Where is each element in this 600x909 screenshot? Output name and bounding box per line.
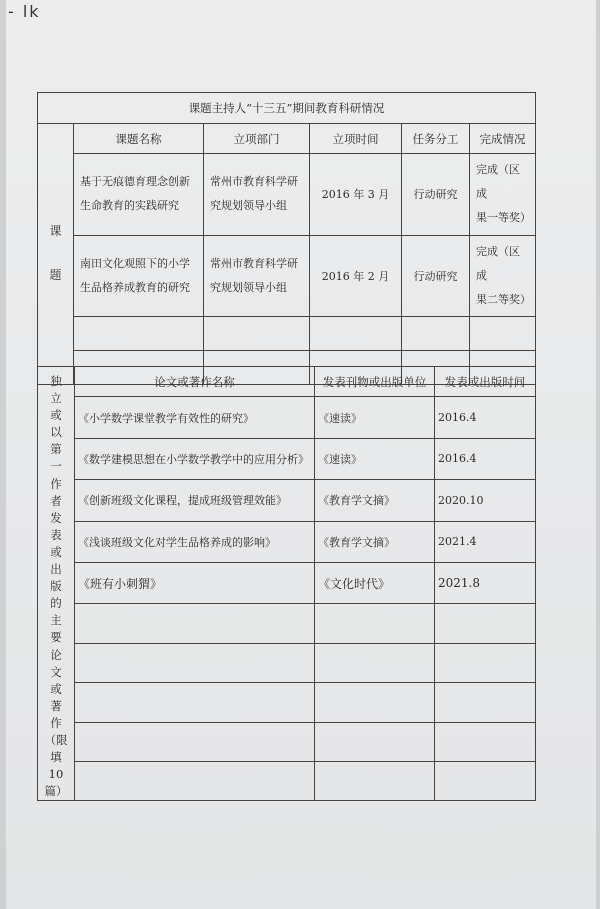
project-time: 2016 年 2 月 [310, 235, 402, 317]
table-row [38, 480, 536, 521]
paper-publisher: 《速读》 [315, 438, 435, 479]
table-row [38, 154, 536, 236]
project-role: 行动研究 [402, 235, 470, 317]
papers-side-label: 独 立 或 以 第 一 作 者 发 表 或 出 版 的 主 要 论 文 或 著 作 （限 填 10 篇） [38, 367, 75, 801]
paper-title: 《浅谈班级文化对学生品格养成的影响》 [75, 521, 315, 562]
project-status: 完成（区成 果一等奖） [470, 154, 536, 236]
papers-table [37, 366, 536, 801]
project-role: 行动研究 [402, 154, 470, 236]
header-date: 发表或出版时间 [435, 367, 536, 397]
project-dept: 常州市教育科学研 究规划领导小组 [204, 154, 310, 236]
paper-date: 2021.4 [435, 521, 536, 562]
projects-side-label: 课 题 [38, 124, 74, 385]
section-title: 课题主持人“十三五”期间教育科研情况 [38, 93, 536, 124]
paper-date: 2020.10 [435, 480, 536, 521]
table-row-empty [38, 604, 536, 643]
paper-date: 2021.8 [435, 562, 536, 603]
project-name: 基于无痕德育理念创新 生命教育的实践研究 [74, 154, 204, 236]
paper-publisher: 《教育学文摘》 [315, 480, 435, 521]
paper-title: 《创新班级文化课程，提成班级管理效能》 [75, 480, 315, 521]
header-publisher: 发表刊物或出版单位 [315, 367, 435, 397]
header-dept: 立项部门 [204, 124, 310, 154]
paper-title: 《小学数学课堂教学有效性的研究》 [75, 397, 315, 438]
paper-publisher: 《教育学文摘》 [315, 521, 435, 562]
table-row-empty [38, 683, 536, 722]
header-paper-title: 论文或著作名称 [75, 367, 315, 397]
table-row [38, 562, 536, 603]
table-row [38, 521, 536, 562]
header-time: 立项时间 [310, 124, 402, 154]
project-status: 完成（区成 果二等奖） [470, 235, 536, 317]
header-status: 完成情况 [470, 124, 536, 154]
table-row-empty [38, 317, 536, 351]
project-dept: 常州市教育科学研 究规划领导小组 [204, 235, 310, 317]
paper-sheet [6, 0, 596, 909]
table-row [38, 397, 536, 438]
table-row [38, 235, 536, 317]
table-row [38, 438, 536, 479]
table-row-empty [38, 722, 536, 761]
project-name: 南田文化观照下的小学 生品格养成教育的研究 [74, 235, 204, 317]
paper-date: 2016.4 [435, 438, 536, 479]
paper-title: 《班有小刺猬》 [75, 562, 315, 603]
table-row-empty [38, 761, 536, 800]
project-time: 2016 年 3 月 [310, 154, 402, 236]
paper-publisher: 《速读》 [315, 397, 435, 438]
corner-mark: - lk [8, 2, 41, 21]
projects-table [37, 92, 536, 385]
paper-title: 《数学建模思想在小学数学教学中的应用分析》 [75, 438, 315, 479]
header-role: 任务分工 [402, 124, 470, 154]
header-project-name: 课题名称 [74, 124, 204, 154]
paper-publisher: 《文化时代》 [315, 562, 435, 603]
table-row-empty [38, 643, 536, 682]
paper-date: 2016.4 [435, 397, 536, 438]
